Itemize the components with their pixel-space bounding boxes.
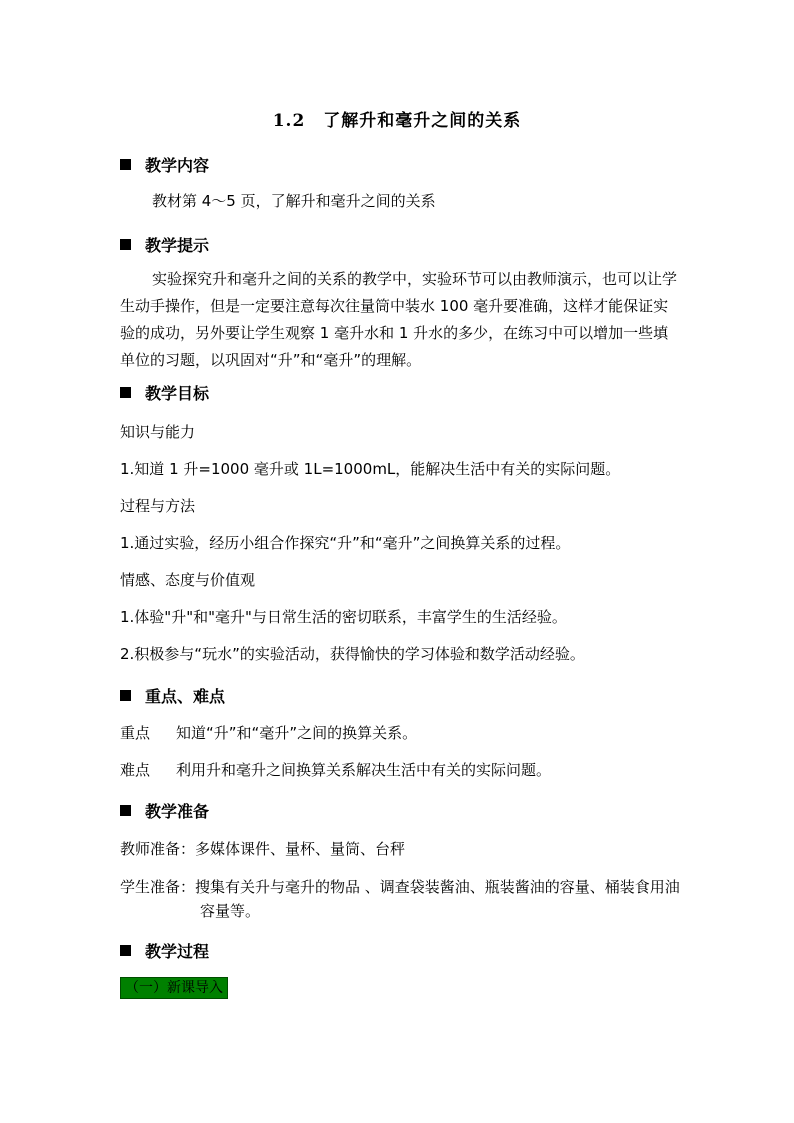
section-heading-text: 教学准备 — [145, 802, 210, 821]
hints-paragraph — [120, 266, 680, 374]
process-item-1: 1.通过实验，经历小组合作探究“升”和“毫升”之间换算关系的过程。 — [120, 534, 571, 552]
section-heading-process — [120, 939, 209, 962]
knowledge-label: 知识与能力 — [120, 423, 196, 441]
square-bullet-icon — [120, 690, 131, 701]
knowledge-item-1: 1.知道 1 升=1000 毫升或 1L=1000mL，能解决生活中有关的实际问题。 — [120, 460, 621, 478]
hints-text: 实验探究升和毫升之间的关系的教学中，实验环节可以由教师演示，也可以让学生动手操作，但是一定要注意每次往量筒中装水 100 毫升要准确，这样才能保证实验的成功，另外要让学生观察 1 毫升水和 1 升水的多少，在练习中可以增加一些填单位的习题，以巩固对“升”和“毫升”的理解。 — [120, 270, 678, 369]
section-heading-text: 教学提示 — [145, 236, 210, 255]
key-point-row — [120, 720, 417, 747]
section-heading-content — [120, 153, 209, 176]
content-text: 教材第 4～5 页，了解升和毫升之间的关系 — [152, 192, 436, 210]
section-heading-text: 教学过程 — [145, 942, 210, 961]
section-heading-preparation — [120, 799, 209, 822]
square-bullet-icon — [120, 159, 131, 170]
section-heading-hints — [120, 233, 209, 256]
teacher-preparation: 教师准备：多媒体课件、量杯、量筒、台秤 — [120, 840, 406, 858]
student-preparation: 学生准备：搜集有关升与毫升的物品 、调查袋装酱油、瓶装酱油的容量、桶装食用油容量等。 — [120, 878, 680, 920]
emotion-item-2: 2.积极参与“玩水”的实验活动，获得愉快的学习体验和数学活动经验。 — [120, 645, 585, 663]
process-step-highlight: （一）新课导入 — [120, 977, 228, 999]
emotion-item-1: 1.体验"升"和"毫升"与日常生活的密切联系，丰富学生的生活经验。 — [120, 608, 567, 626]
difficult-point-label: 难点 — [120, 761, 151, 779]
square-bullet-icon — [120, 387, 131, 398]
square-bullet-icon — [120, 805, 131, 816]
key-point-label: 重点 — [120, 724, 151, 742]
section-heading-text: 教学目标 — [145, 384, 210, 403]
square-bullet-icon — [120, 945, 131, 956]
difficult-point-row — [120, 757, 551, 784]
key-point-text: 知道“升”和“毫升”之间的换算关系。 — [176, 724, 418, 742]
process-label: 过程与方法 — [120, 497, 196, 515]
section-heading-text: 重点、难点 — [145, 687, 226, 706]
section-heading-text: 教学内容 — [145, 156, 210, 175]
difficult-point-text: 利用升和毫升之间换算关系解决生活中有关的实际问题。 — [176, 761, 552, 779]
document-title: 1.2 了解升和毫升之间的关系 — [272, 111, 522, 131]
section-heading-key-points — [120, 684, 225, 707]
emotion-label: 情感、态度与价值观 — [120, 571, 256, 589]
section-heading-goals — [120, 381, 209, 404]
square-bullet-icon — [120, 239, 131, 250]
